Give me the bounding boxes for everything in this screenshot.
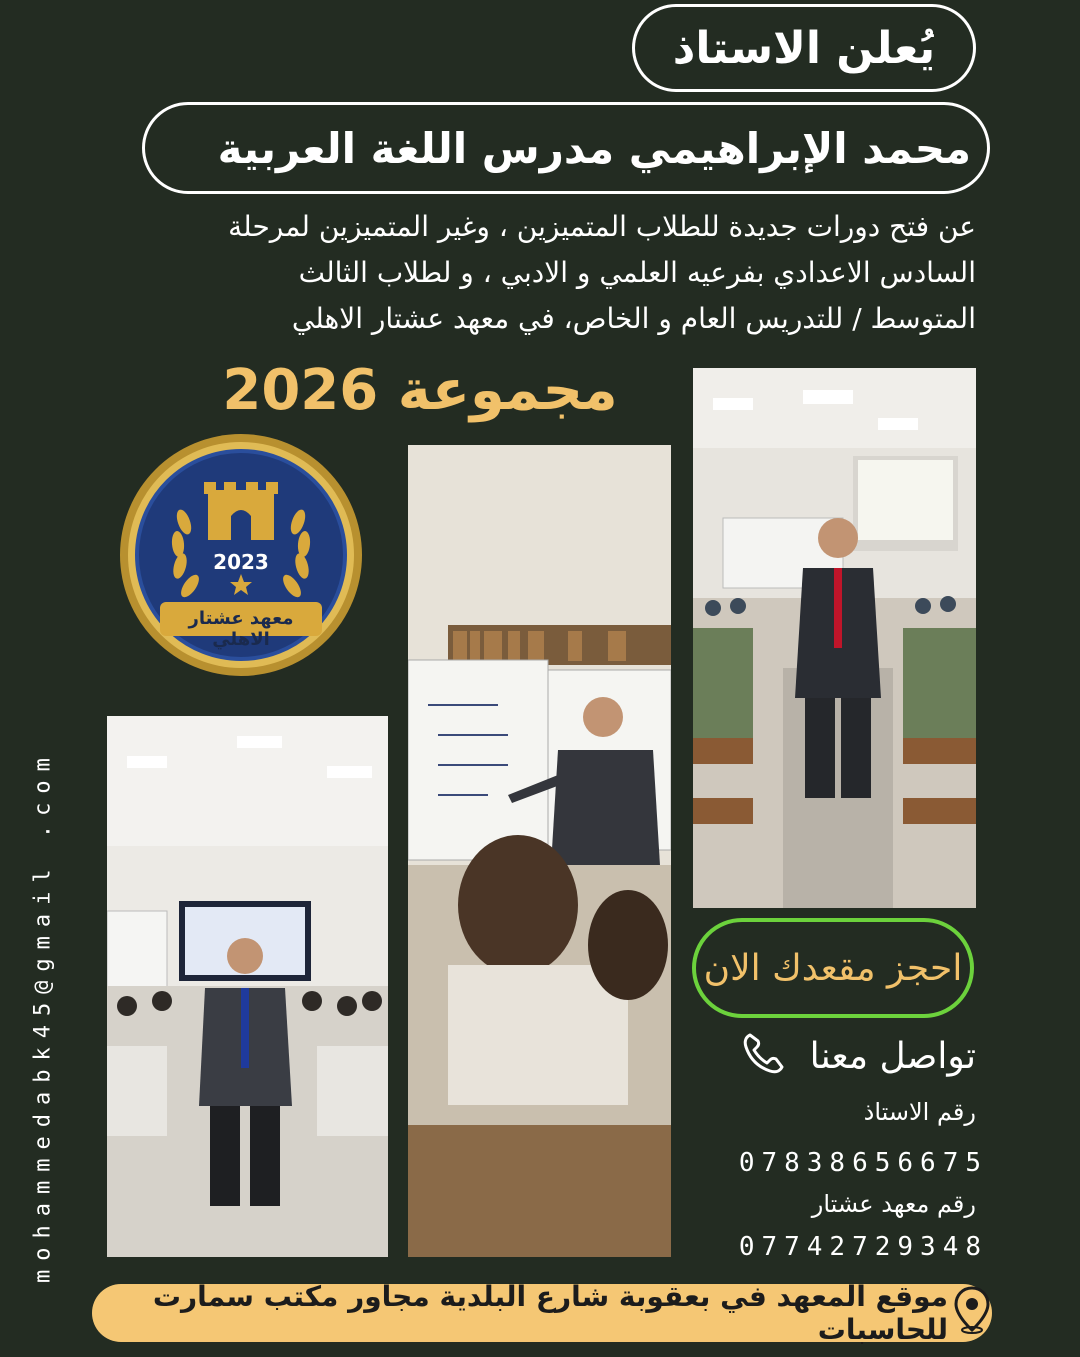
book-seat-button[interactable]: احجز مقعدك الان (692, 918, 974, 1018)
location-pin-icon (952, 1286, 992, 1341)
teacher-name-banner (142, 102, 990, 194)
logo-year: 2023 (213, 550, 269, 574)
institute-logo (118, 432, 364, 678)
teacher-phone-label: رقم الاستاذ (863, 1098, 976, 1126)
institute-phone-number[interactable]: 07742729348 (738, 1232, 988, 1262)
description-line-1: عن فتح دورات جديدة للطلاب المتميزين ، وغير المتميزين لمرحلة (228, 210, 976, 243)
group-title: مجموعة 2026 (222, 357, 618, 423)
email-address: mohammedabk45@gmail .com (30, 749, 56, 1283)
description-line-2: السادس الاعدادي بفرعيه العلمي و الادبي ، و لطلاب الثالث (298, 256, 976, 289)
teacher-phone-number[interactable]: 07838656675 (738, 1148, 988, 1178)
teacher-name-text: محمد الإبراهيمي مدرس اللغة العربية (217, 123, 971, 173)
location-bar (92, 1280, 992, 1346)
announcement-text: يُعلن الاستاذ (672, 22, 936, 74)
course-description (88, 204, 976, 342)
location-text: موقع المعهد في بعقوبة شارع البلدية مجاور مكتب سمارت للحاسبات (152, 1280, 948, 1346)
classroom-photo-left (107, 716, 388, 1257)
contact-us-row (740, 1026, 976, 1086)
announcement-heading (632, 4, 976, 92)
whiteboard-photo-middle (408, 445, 671, 1257)
classroom-photo-right (693, 368, 976, 908)
description-line-3: المتوسط / للتدريس العام و الخاص، في معهد عشتار الاهلي (291, 302, 976, 335)
logo-text: معهد عشتار الاهلي (188, 608, 294, 650)
contact-us-label: تواصل معنا (809, 1035, 976, 1077)
institute-phone-label: رقم معهد عشتار (811, 1190, 976, 1218)
phone-icon (740, 1031, 786, 1081)
